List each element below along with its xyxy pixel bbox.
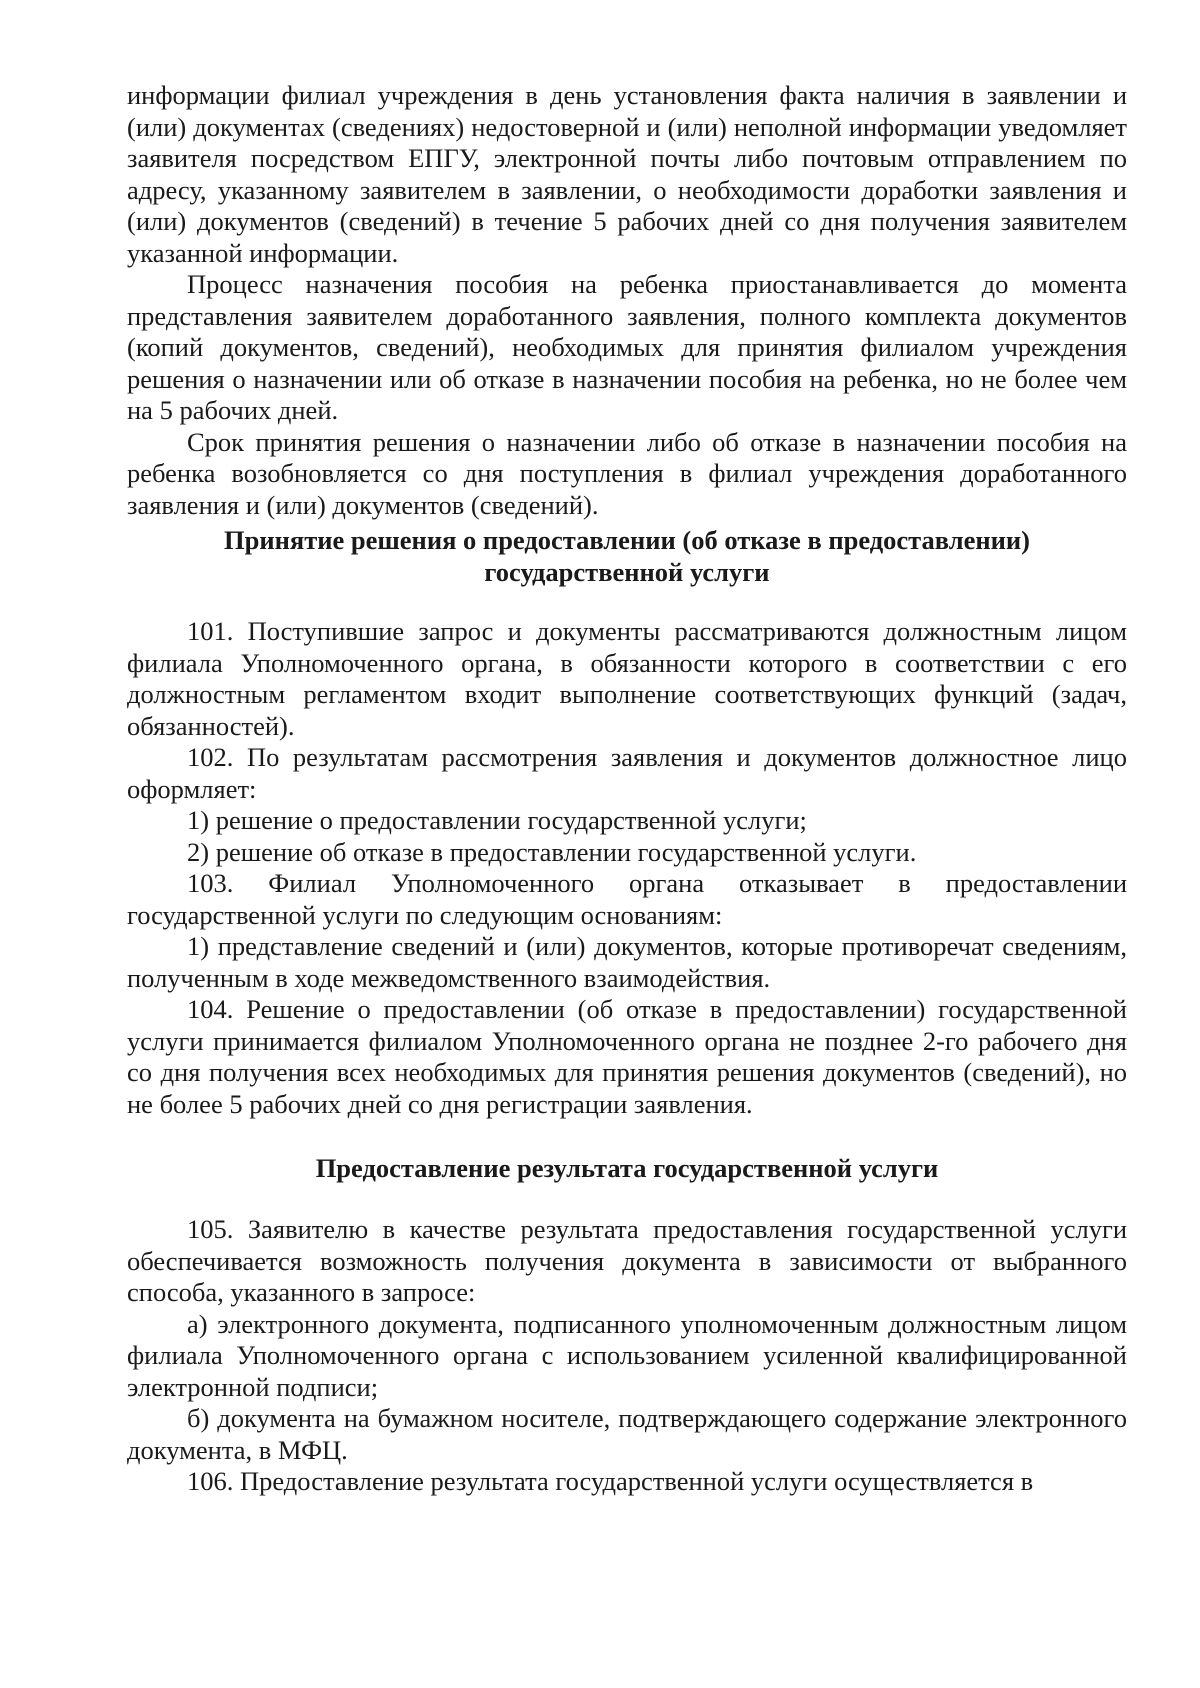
section-top-text: [127, 80, 1127, 521]
paragraph-102: 102. По результатам рассмотрения заявления и документов должностное лицо оформляет:: [127, 742, 1127, 804]
paragraph-105-item-b: б) документа на бумажном носителе, подтверждающего содержание электронного документа, в МФЦ.: [127, 1403, 1127, 1465]
paragraph-106: 106. Предоставление результата государственной услуги осуществляется в: [187, 1466, 1034, 1496]
paragraph-suspension: Процесс назначения пособия на ребенка приостанавливается до момента представления заявителем доработанного заявления, полного комплекта документов (копий документов, сведений), необходимых для принятия филиалом учреждения решения о назначении или об отказе в назначении пособия на ребенка, но не более чем на 5 рабочих дней.: [127, 269, 1127, 425]
heading-decision-line2: государственной услуги: [484, 557, 770, 587]
heading-result-line1: Предоставление результата государственной услуги: [315, 1153, 939, 1183]
paragraph-105-item-a: а) электронного документа, подписанного уполномоченным должностным лицом филиала Уполномоченного органа с использованием усиленной квалифицированной электронной подписи;: [127, 1308, 1127, 1402]
paragraph-102-item-2: 2) решение об отказе в предоставлении государственной услуги.: [187, 836, 917, 867]
paragraph-105: 105. Заявителю в качестве результата предоставления государственной услуги обеспечивается возможность получения документа в зависимости от выбранного способа, указанного в запросе:: [127, 1214, 1127, 1307]
heading-decision: [127, 524, 1127, 588]
section-decision-text: [127, 616, 1127, 1120]
paragraph-continuation: информации филиал учреждения в день установления факта наличия в заявлении и (или) документах (сведениях) недостоверной и (или) неполной информации уведомляет заявителя посредством ЕПГУ, электронной почты либо почтовым отправлением по адресу, указанному заявителем в заявлении, о необходимости доработки заявления и (или) документов (сведений) в течение 5 рабочих дней со дня получения заявителем указанной информации.: [127, 80, 1127, 268]
paragraph-101: 101. Поступившие запрос и документы рассматриваются должностным лицом филиала Уполномоченного органа, в обязанности которого в соответствии с его должностным регламентом входит выполнение соответствующих функций (задач, обязанностей).: [127, 616, 1127, 741]
paragraph-104: 104. Решение о предоставлении (об отказе в предоставлении) государственной услуги принимается филиалом Уполномоченного органа не позднее 2-го рабочего дня со дня получения всех необходимых для принятия решения документов (сведений), но не более 5 рабочих дней со дня регистрации заявления.: [127, 994, 1127, 1119]
paragraph-resumption: Срок принятия решения о назначении либо об отказе в назначении пособия на ребенка возобновляется со дня поступления в филиал учреждения доработанного заявления и (или) документов (сведений).: [127, 426, 1127, 520]
paragraph-102-item-1: 1) решение о предоставлении государственной услуги;: [187, 805, 807, 835]
heading-result: [127, 1152, 1127, 1184]
section-result-text: [127, 1214, 1127, 1498]
paragraph-103: 103. Филиал Уполномоченного органа отказывает в предоставлении государственной услуги по следующим основаниям:: [127, 868, 1127, 930]
heading-decision-line1: Принятие решения о предоставлении (об отказе в предоставлении): [224, 525, 1030, 555]
paragraph-103-item-1: 1) представление сведений и (или) документов, которые противоречат сведениям, полученным в ходе межведомственного взаимодействия.: [127, 931, 1127, 993]
